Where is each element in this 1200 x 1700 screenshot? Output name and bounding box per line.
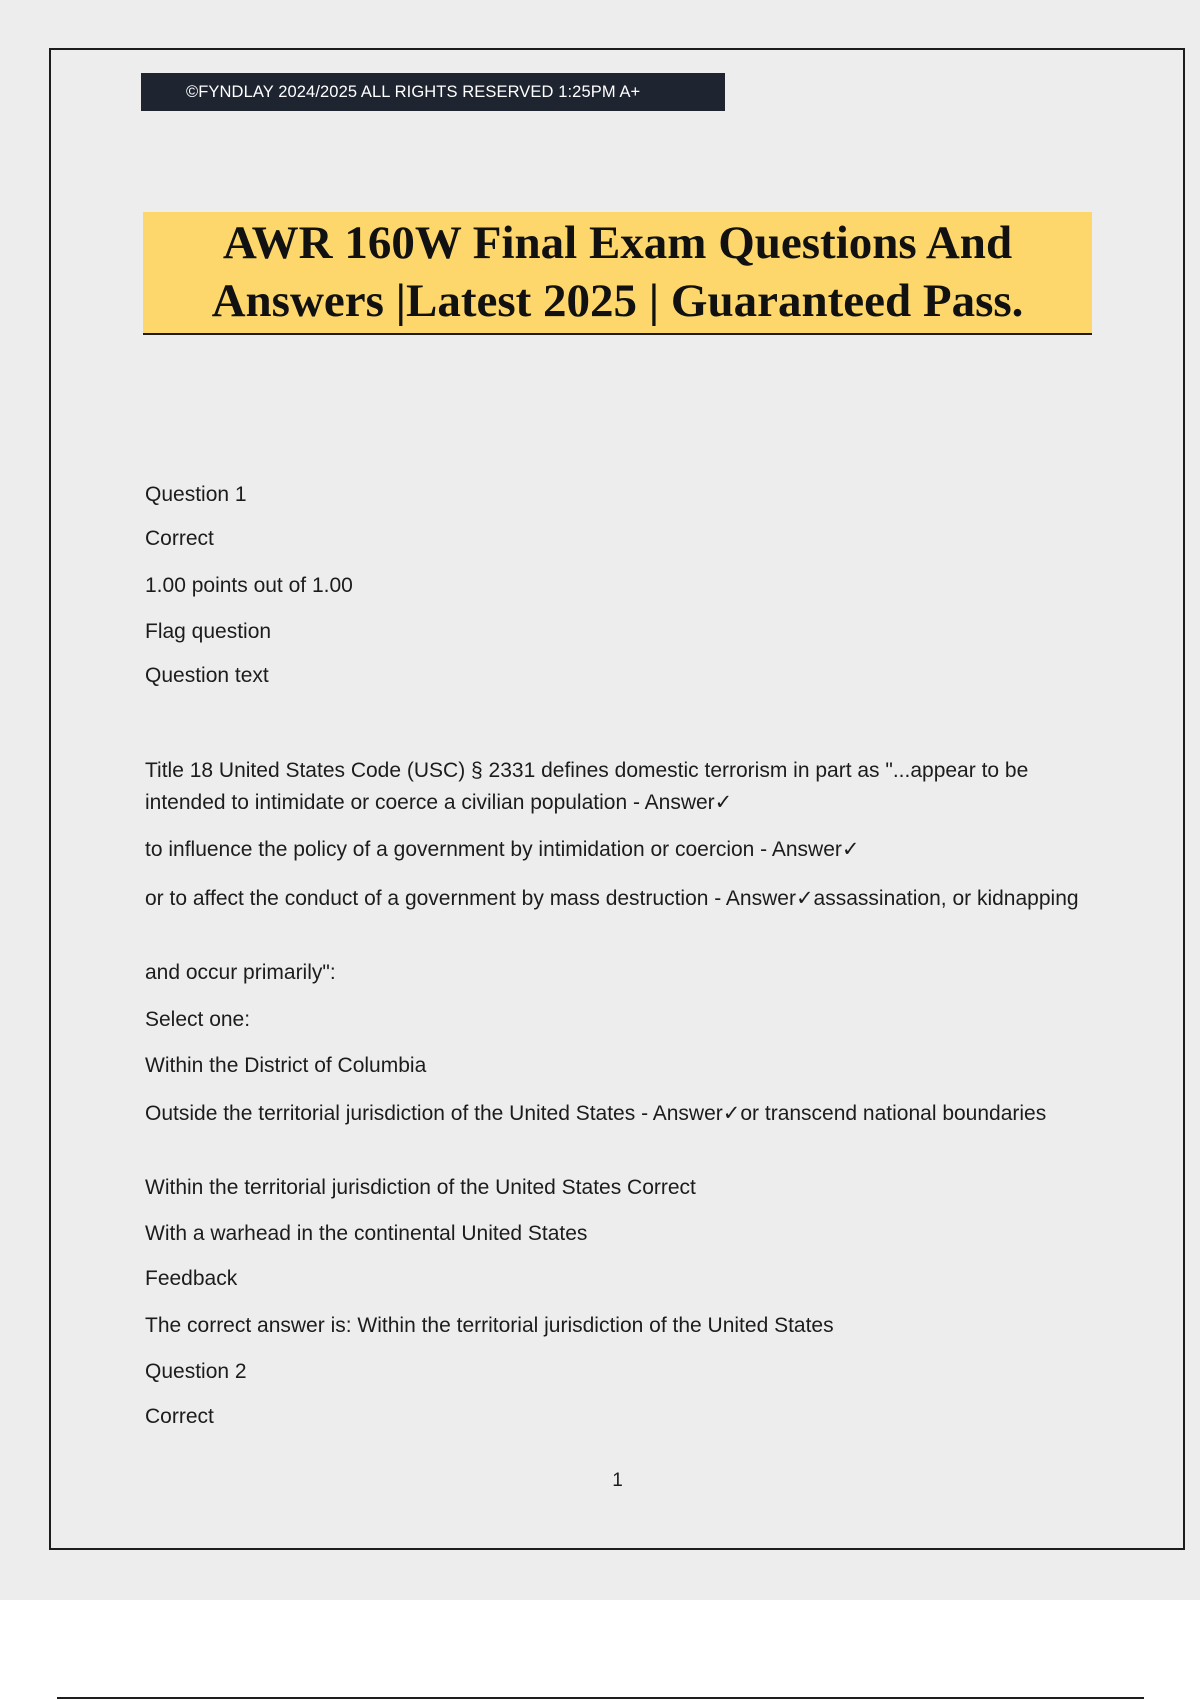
feedback-label: Feedback bbox=[145, 1267, 238, 1290]
answer-option[interactable]: Within the District of Columbia bbox=[145, 1054, 427, 1077]
question-1-points: 1.00 points out of 1.00 bbox=[145, 574, 353, 597]
flag-question-link[interactable]: Flag question bbox=[145, 620, 272, 643]
question-1-status: Correct bbox=[145, 527, 214, 550]
title-line-2: Answers |Latest 2025 | Guaranteed Pass. bbox=[211, 275, 1024, 327]
question-1-label: Question 1 bbox=[145, 483, 247, 506]
feedback-text: The correct answer is: Within the territorial jurisdiction of the United States bbox=[145, 1314, 834, 1337]
question-text-label: Question text bbox=[145, 664, 269, 687]
answer-option[interactable]: With a warhead in the continental United States bbox=[145, 1222, 588, 1245]
select-one-label: Select one: bbox=[145, 1008, 251, 1031]
question-1-stem-part-1: Title 18 United States Code (USC) § 2331 defines domestic terrorism in part as "...appear to be intended to intimidate or coerce a civilian population - Answer✓ bbox=[145, 759, 1029, 814]
question-2-label: Question 2 bbox=[145, 1360, 247, 1383]
question-1-stem-part-2: to influence the policy of a government by intimidation or coercion - Answer✓ bbox=[145, 838, 860, 861]
title-line-1: AWR 160W Final Exam Questions And bbox=[222, 217, 1013, 269]
page-number: 1 bbox=[612, 1470, 623, 1491]
answer-option[interactable]: Outside the territorial jurisdiction of the United States - Answer✓or transcend national boundaries bbox=[145, 1102, 1047, 1125]
next-page-divider bbox=[57, 1697, 1144, 1699]
question-1-stem-part-4: and occur primarily": bbox=[145, 961, 336, 984]
copyright-banner: ©FYNDLAY 2024/2025 ALL RIGHTS RESERVED 1:25PM A+ bbox=[141, 73, 725, 111]
question-1-stem-part-3: or to affect the conduct of a government by mass destruction - Answer✓assassination, or kidnapping bbox=[145, 887, 1079, 910]
question-2-status: Correct bbox=[145, 1405, 214, 1428]
answer-option[interactable]: Within the territorial jurisdiction of the United States Correct bbox=[145, 1176, 696, 1199]
document-title bbox=[143, 212, 1092, 335]
